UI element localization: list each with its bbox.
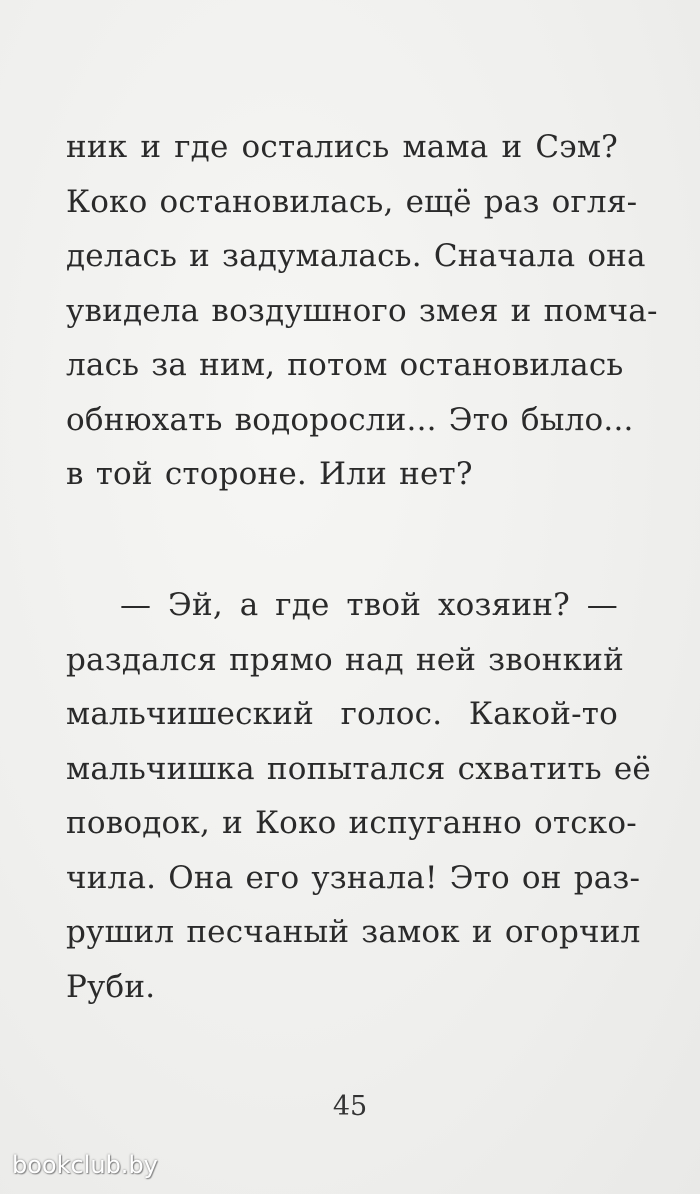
text-line: мальчишеский голос. Какой-то [66, 696, 618, 732]
text-line: делась и задумалась. Сначала она [66, 238, 646, 274]
text-line: чила. Она его узнала! Это он раз- [66, 859, 641, 896]
watermark: bookclub.by [12, 1151, 158, 1179]
paragraph-1 [66, 120, 658, 502]
text-line: в той стороне. Или нет? [66, 456, 473, 492]
text-line: обнюхать водоросли... Это было... [66, 401, 634, 438]
text-line: лась за ним, потом остановилась [66, 347, 624, 383]
text-line: поводок, и Коко испуганно отско- [66, 805, 637, 841]
text-line: — Эй, а где твой хозяин? — [120, 587, 618, 623]
text-line: увидела воздушного змея и помча- [66, 292, 658, 329]
text-line: рушил песчаный замок и огорчил [66, 914, 641, 950]
text-line: раздался прямо над ней звонкий [66, 641, 624, 678]
text-line: Руби. [66, 968, 156, 1005]
text-line: Коко остановилась, ещё раз огля- [66, 183, 638, 220]
paragraph-2 [66, 578, 651, 1014]
page-number: 45 [332, 1091, 368, 1122]
text-line: мальчишка попытался схватить её [66, 750, 651, 787]
text-line: ник и где остались мама и Сэм? [66, 129, 618, 165]
